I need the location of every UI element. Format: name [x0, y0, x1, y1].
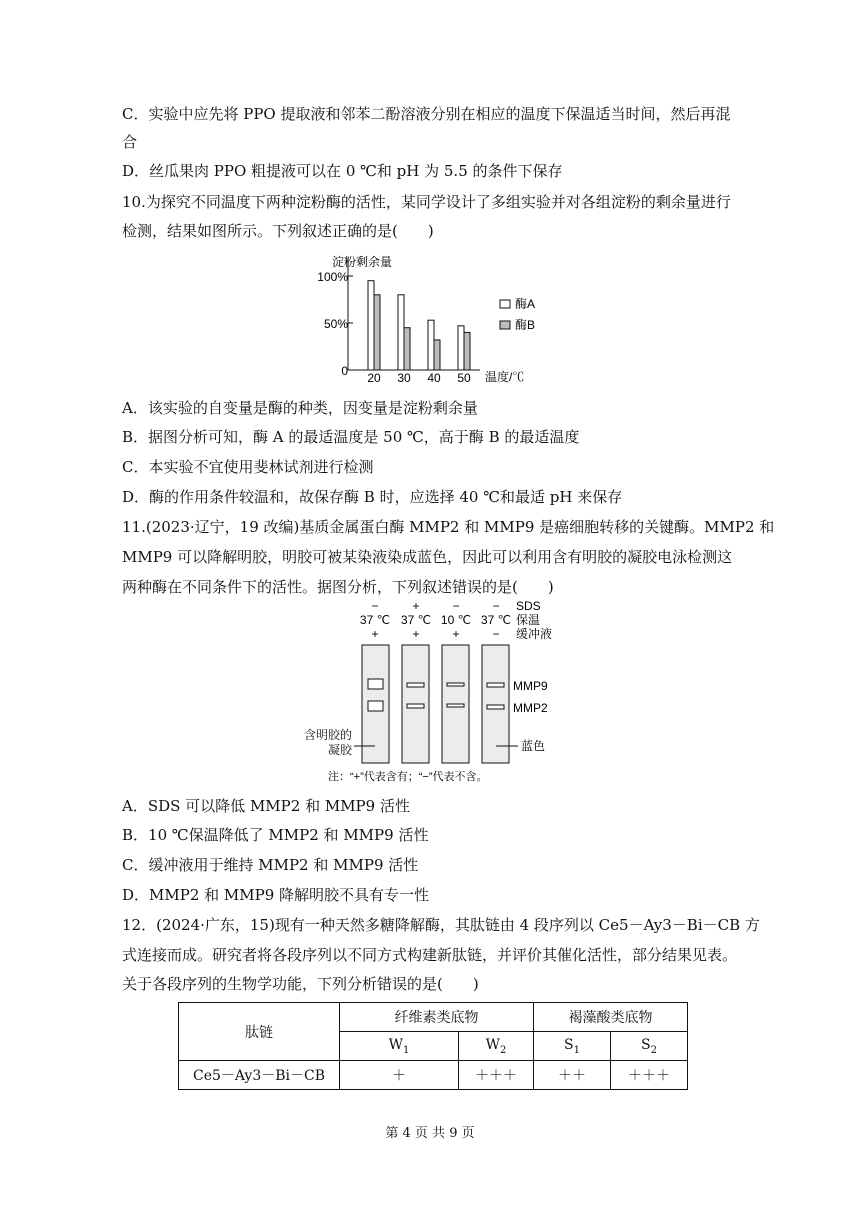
lane3-band-mmp2 [447, 704, 464, 707]
q12-stem-line1: 12．(2024·广东，15)现有一种天然多糖降解酶，其肽链由 4 段序列以 Ce5－Ay3－Bi－CB 方 [122, 916, 760, 934]
lane1-buffer: + [371, 627, 379, 641]
header-w2: $W_2$ [459, 1032, 534, 1061]
lane3-temp: 10 ℃ [440, 613, 472, 627]
header-alginate: 褐藻酸类底物 [534, 1003, 688, 1032]
lane3-sds: − [452, 600, 460, 613]
cell-s2: ＋＋＋ [611, 1061, 688, 1090]
table-header-row [179, 1003, 688, 1032]
left-label-wrap [300, 728, 352, 762]
lane2-sds: + [412, 600, 420, 613]
table-row [179, 1061, 688, 1090]
q10-bar-chart [310, 250, 550, 390]
option-c-line1: C．实验中应先将 PPO 提取液和邻苯二酚溶液分别在相应的温度下保温适当时间，然后再混 [122, 105, 731, 123]
header-peptide: 肽链 [179, 1003, 340, 1061]
option-d: D．丝瓜果肉 PPO 粗提液可以在 0 ℃和 pH 为 5.5 的条件下保存 [122, 162, 563, 180]
bar-b-20 [374, 295, 380, 370]
q11-stem-line1: 11.(2023·辽宁，19 改编)基质金属蛋白酶 MMP2 和 MMP9 是癌细胞转移的关键酶。MMP2 和 [122, 518, 775, 536]
chart-ylabel: 淀粉剩余量 [332, 255, 393, 269]
q12-stem-line3: 关于各段序列的生物学功能，下列分析错误的是( ) [122, 975, 479, 993]
legend-swatch-a [500, 300, 510, 308]
bars [368, 281, 470, 370]
q11-option-c: C．缓冲液用于维持 MMP2 和 MMP9 活性 [122, 856, 419, 874]
q12-table [178, 1002, 688, 1090]
header-s1: $S_1$ [534, 1032, 611, 1061]
bar-b-50 [464, 332, 470, 370]
xtick-40: 40 [427, 371, 441, 385]
q12-stem-line2: 式连接而成。研究者将各段序列以不同方式构建新肽链，并评价其催化活性，部分结果见表。 [122, 946, 738, 964]
ytick-0: 0 [341, 364, 348, 378]
band-label-mmp9: MMP9 [513, 679, 548, 693]
row-label-sds: SDS [516, 600, 541, 613]
x-tick-labels [367, 371, 471, 385]
lane1-sds: − [371, 600, 379, 613]
lane1-band-mmp9 [368, 679, 383, 689]
gel-lane-4 [482, 645, 509, 763]
cell-w2: ＋＋＋ [459, 1061, 534, 1090]
bar-b-40 [434, 340, 440, 370]
lane4-temp: 37 ℃ [480, 613, 512, 627]
bar-a-50 [458, 326, 464, 370]
q10-option-a: A．该实验的自变量是酶的种类，因变量是淀粉剩余量 [122, 399, 478, 417]
xtick-20: 20 [367, 371, 381, 385]
xtick-30: 30 [397, 371, 411, 385]
right-label: 蓝色 [521, 739, 546, 753]
q11-option-d: D．MMP2 和 MMP9 降解明胶不具有专一性 [122, 886, 430, 904]
ytick-50: 50% [323, 317, 348, 331]
q10-option-b: B．据图分析可知，酶 A 的最适温度是 50 ℃，高于酶 B 的最适温度 [122, 428, 580, 446]
ytick-100: 100% [317, 270, 348, 284]
bar-a-30 [398, 295, 404, 370]
lane4-buffer: − [492, 627, 500, 641]
legend-label-b: 酶B [515, 318, 536, 332]
gel-note: 注：“+”代表含有；“−”代表不含。 [328, 771, 488, 783]
q11-stem-line3: 两种酶在不同条件下的活性。据图分析，下列叙述错误的是( ) [122, 578, 554, 596]
lane1-band-mmp2 [368, 701, 383, 711]
lane4-band-mmp9 [487, 683, 504, 687]
q10-option-d: D．酶的作用条件较温和，故保存酶 B 时，应选择 40 ℃和最适 pH 来保存 [122, 488, 623, 506]
lane3-band-mmp9 [447, 683, 464, 686]
xtick-50: 50 [457, 371, 471, 385]
option-c-line2: 合 [122, 133, 138, 151]
q11-stem-line2: MMP9 可以降解明胶，明胶可被某染液染成蓝色，因此可以利用含有明胶的凝胶电泳检测这 [122, 548, 733, 566]
cell-s1: ＋＋ [534, 1061, 611, 1090]
legend-label-a: 酶A [515, 297, 536, 311]
lane2-temp: 37 ℃ [400, 613, 432, 627]
page-footer: 第 4 页 共 9 页 [385, 1126, 475, 1141]
gel-diagram [300, 600, 590, 785]
band-label-mmp2: MMP2 [513, 701, 548, 715]
lane2-band-mmp9 [407, 683, 424, 687]
lane3-buffer: + [452, 627, 460, 641]
q10-stem-line2: 检测，结果如图所示。下列叙述正确的是( ) [122, 222, 434, 240]
q10-option-c: C．本实验不宜使用斐林试剂进行检测 [122, 458, 374, 476]
lane2-buffer: + [412, 627, 420, 641]
q11-option-b: B．10 ℃保温降低了 MMP2 和 MMP9 活性 [122, 826, 429, 844]
lane2-band-mmp2 [407, 704, 424, 708]
chart-xlabel: 温度/℃ [485, 370, 525, 384]
q10-stem-line1: 10.为探究不同温度下两种淀粉酶的活性，某同学设计了多组实验并对各组淀粉的剩余量进行 [122, 193, 731, 211]
q11-option-a: A．SDS 可以降低 MMP2 和 MMP9 活性 [122, 797, 410, 815]
header-w1: $W_1$ [340, 1032, 459, 1061]
lane4-band-mmp2 [487, 705, 504, 709]
bar-a-40 [428, 320, 434, 370]
bar-b-30 [404, 328, 410, 370]
header-s2: $S_2$ [611, 1032, 688, 1061]
row-label-temp: 保温 [516, 613, 541, 627]
header-cellulose: 纤维素类底物 [340, 1003, 534, 1032]
legend-swatch-b [500, 321, 510, 329]
bar-a-20 [368, 281, 374, 370]
cell-peptide: Ce5－Ay3－Bi－CB [179, 1061, 340, 1090]
row-label-buffer: 缓冲液 [516, 627, 553, 641]
lane4-sds: − [492, 600, 500, 613]
cell-w1: ＋ [340, 1061, 459, 1090]
lane1-temp: 37 ℃ [359, 613, 391, 627]
left-label: 含明胶的凝胶 [303, 728, 352, 757]
